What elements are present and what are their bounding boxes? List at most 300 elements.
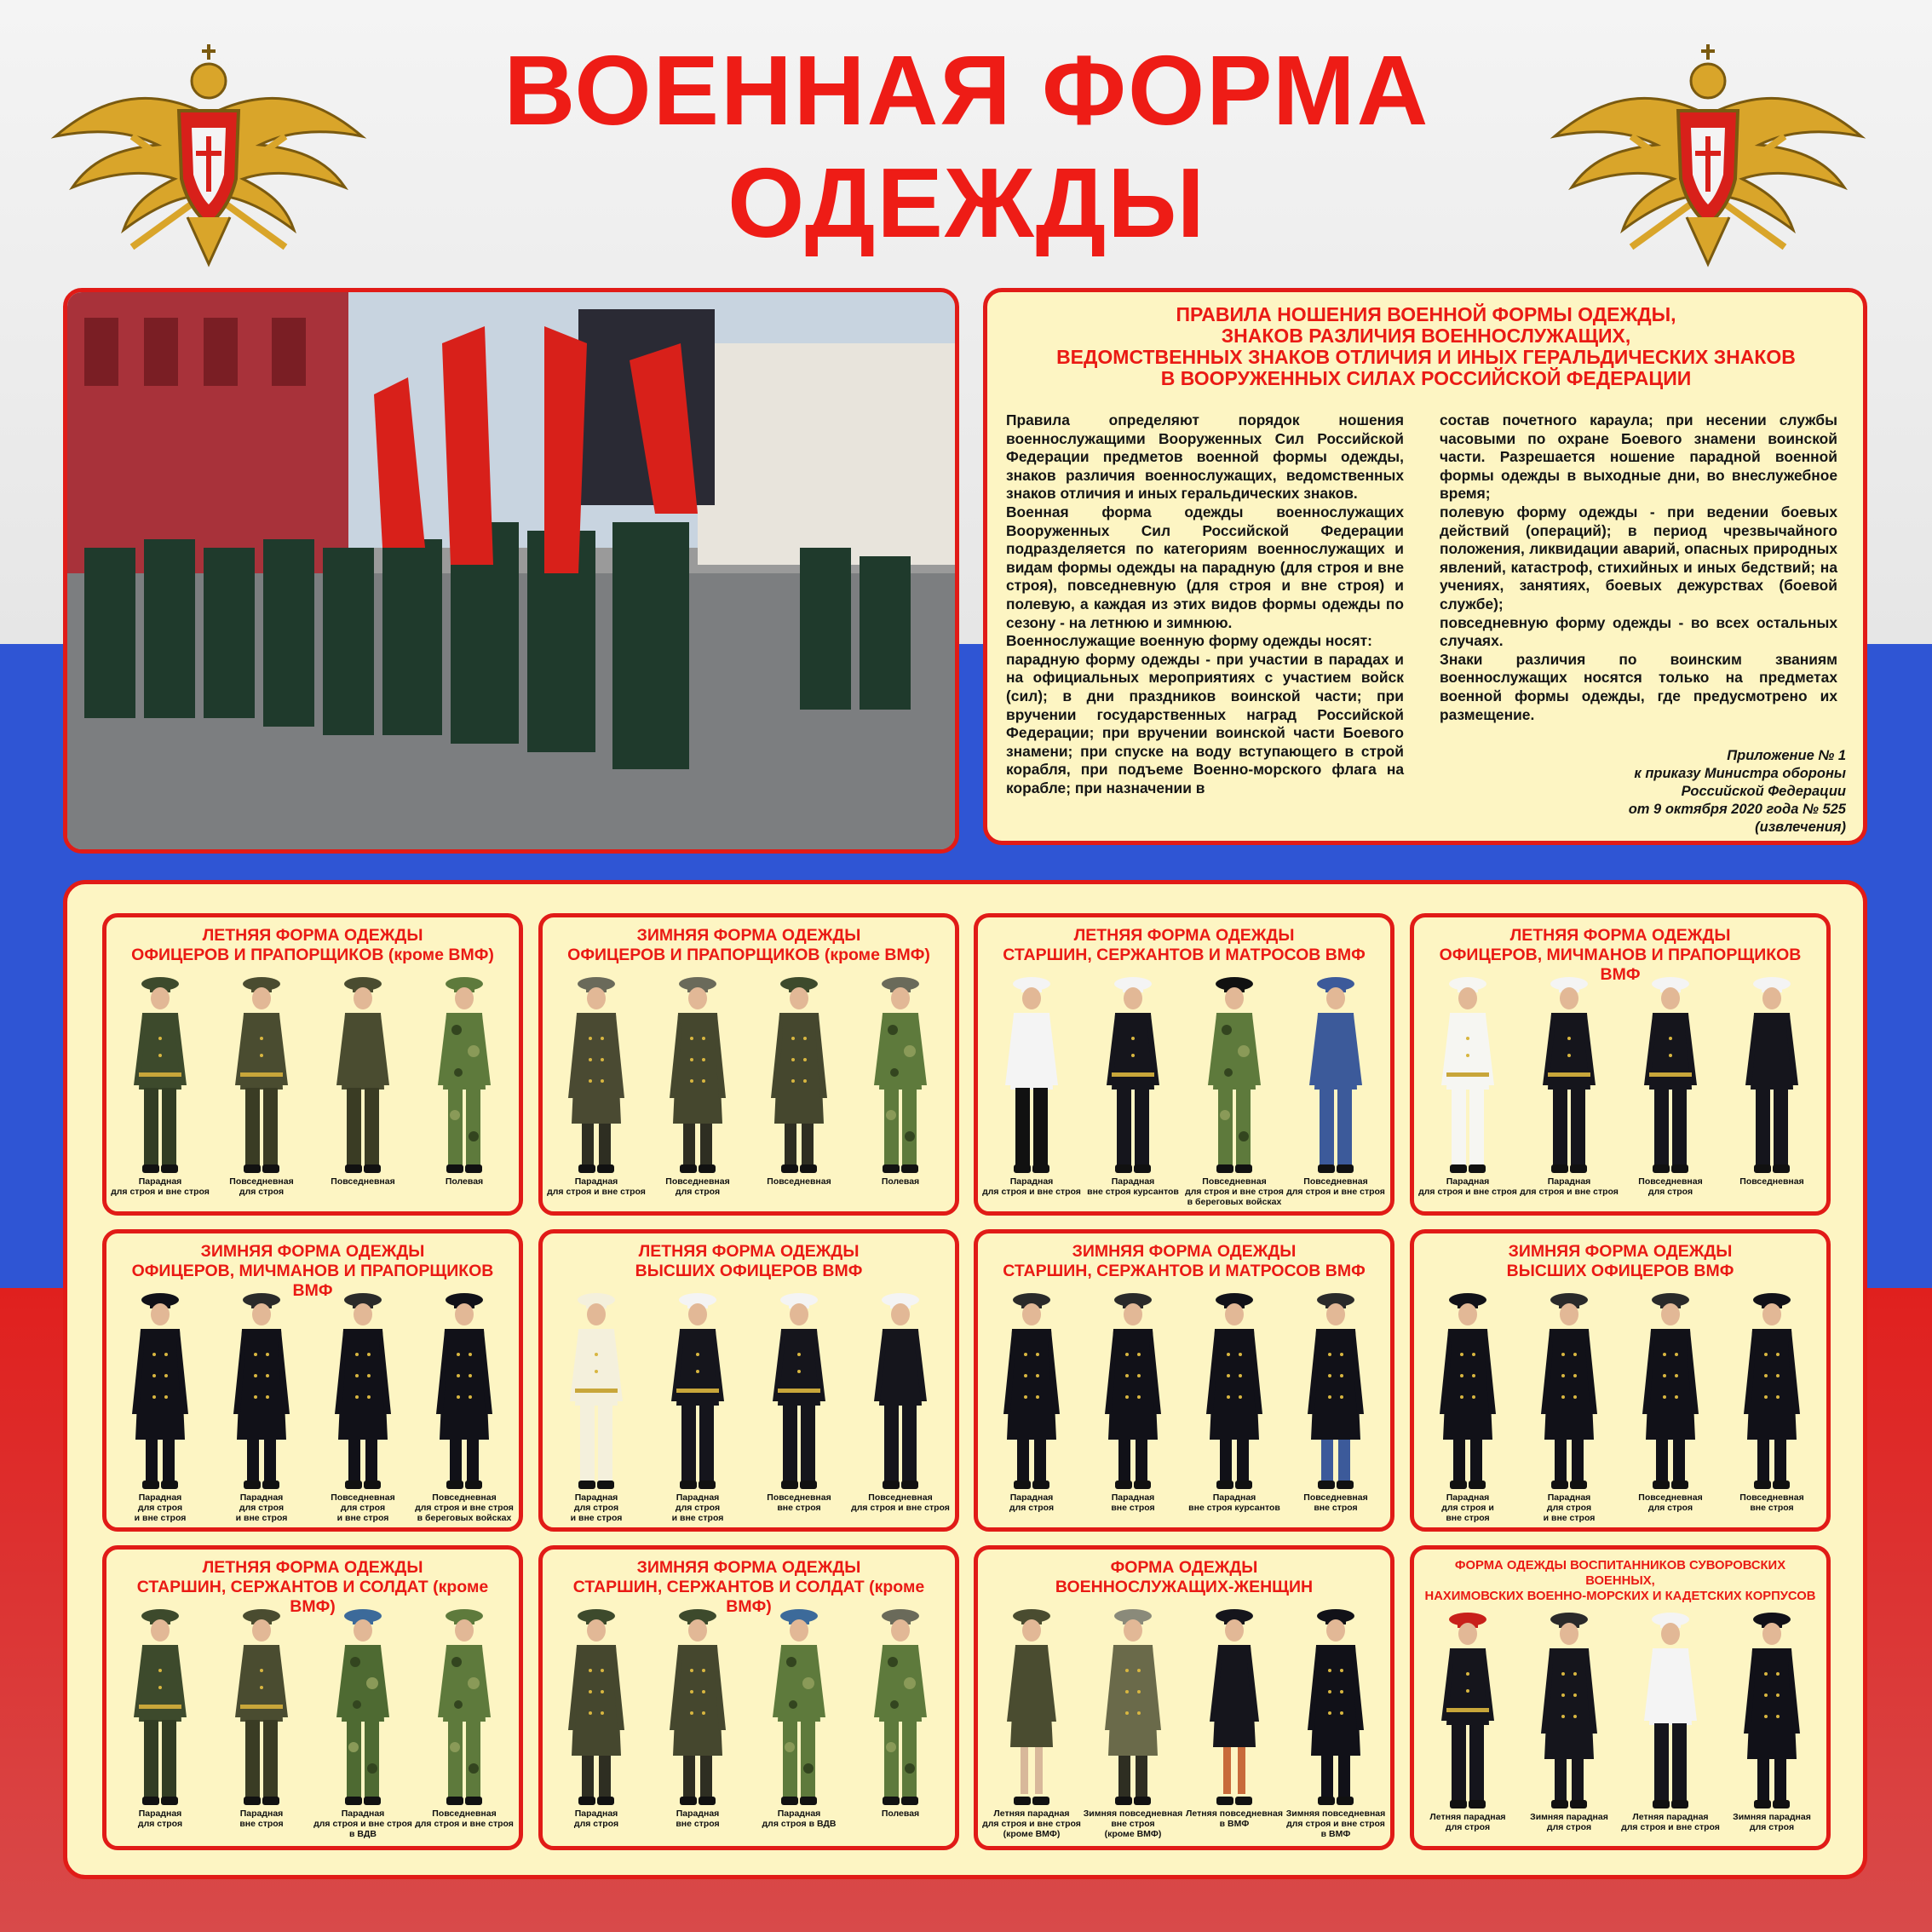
uniform-figure-icon	[414, 1286, 515, 1508]
uniform-caption-line: Повседневная	[767, 1492, 831, 1503]
uniform-figure	[1184, 1602, 1285, 1841]
uniform-caption	[203, 1808, 320, 1829]
uniform-caption-line: вне строя	[1111, 1503, 1155, 1513]
uniform-figure-icon	[1620, 1286, 1721, 1508]
uniform-card-title	[1421, 1242, 1820, 1281]
uniform-caption-line: вне строя	[777, 1503, 821, 1513]
uniform-caption	[304, 1176, 422, 1187]
uniform-figure-icon	[1519, 970, 1619, 1192]
uniform-caption-line: вне строя	[1111, 1819, 1155, 1829]
rules-note-line: к приказу Министра обороны	[1634, 766, 1846, 781]
uniform-figure-icon	[1285, 970, 1386, 1192]
uniform-caption-line: Повседневная	[432, 1492, 497, 1503]
uniform-figure-icon	[1519, 1286, 1619, 1508]
uniform-card	[102, 1545, 523, 1850]
uniform-card	[538, 1545, 959, 1850]
uniform-figure-icon	[1519, 1606, 1619, 1827]
uniform-figure	[414, 1602, 515, 1841]
uniform-figure	[647, 970, 748, 1209]
uniform-figure-icon	[749, 970, 849, 1192]
uniform-figure-icon	[546, 1602, 647, 1824]
uniform-caption-line: Парадная	[239, 1492, 284, 1503]
uniform-figure-icon	[1083, 1602, 1183, 1824]
uniform-caption-line: и вне строя	[235, 1513, 288, 1523]
uniform-figure	[647, 1602, 748, 1841]
uniform-figure	[1417, 1606, 1518, 1844]
uniform-figure-icon	[1417, 1606, 1518, 1827]
uniform-card-title-line: СТАРШИН, СЕРЖАНТОВ И МАТРОСОВ ВМФ	[1003, 1262, 1366, 1280]
page-title	[375, 34, 1559, 259]
uniform-figure	[546, 970, 647, 1209]
rules-paragraph: состав почетного караула; при несении службы часовыми по охране Боевого знамени воинской части. Разрешается ношение парадной военной формы одежды в выходные дни, во внеслужебное время;	[1440, 411, 1837, 503]
uniform-caption-line: Полевая	[445, 1176, 484, 1187]
uniform-figure-icon	[211, 1286, 312, 1508]
uniform-caption-line: для строя и вне строя	[415, 1503, 514, 1513]
uniform-caption	[1176, 1808, 1293, 1829]
uniform-caption-line: для строя	[239, 1503, 285, 1513]
uniform-figure-icon	[647, 970, 748, 1192]
uniform-caption-line: для строя	[137, 1503, 183, 1513]
uniform-figure	[110, 1286, 210, 1525]
uniform-card-title-line: ЛЕТНЯЯ ФОРМА ОДЕЖДЫ	[1073, 926, 1295, 945]
uniform-figure	[850, 1602, 951, 1841]
uniform-figure-icon	[313, 1602, 413, 1824]
uniform-card-title-line: ВОЕННОСЛУЖАЩИХ-ЖЕНЩИН	[1055, 1578, 1314, 1596]
uniform-caption-line: Парадная	[676, 1492, 720, 1503]
uniform-caption	[639, 1176, 756, 1197]
uniform-caption	[1074, 1492, 1192, 1513]
uniform-caption-line: для строя в ВДВ	[762, 1819, 837, 1829]
rules-source-note	[1629, 747, 1846, 837]
uniform-caption	[973, 1808, 1090, 1839]
uniform-caption-line: для строя и вне строя	[313, 1819, 412, 1829]
uniform-caption	[639, 1808, 756, 1829]
rules-paragraph: Знаки различия по воинским званиям военнослужащих носятся только на предметах военной формы одежды, где предусмотрено их размещение.	[1440, 650, 1837, 723]
uniform-caption	[405, 1176, 523, 1187]
rules-paragraph: Военнослужащие военную форму одежды носят:	[1006, 632, 1372, 650]
uniform-card-title-line: СТАРШИН, СЕРЖАНТОВ И СОЛДАТ (кроме ВМФ)	[136, 1578, 489, 1616]
uniform-caption-line: вне строя курсантов	[1188, 1503, 1280, 1513]
uniform-figure-icon	[546, 970, 647, 1192]
uniform-caption-line: Летняя парадная	[1632, 1812, 1709, 1822]
uniform-card	[1410, 1229, 1831, 1532]
uniform-figure	[414, 1286, 515, 1525]
uniform-caption	[1713, 1812, 1831, 1832]
uniform-caption-line: Парадная	[1212, 1492, 1256, 1503]
uniform-figure	[313, 1602, 413, 1841]
uniform-caption-line: Полевая	[881, 1176, 920, 1187]
uniform-caption	[1510, 1176, 1628, 1197]
uniform-caption	[1612, 1492, 1729, 1513]
uniform-figure	[1722, 1286, 1822, 1525]
uniform-figure-icon	[850, 1286, 951, 1508]
uniform-card	[102, 913, 523, 1216]
uniform-figure	[1519, 1286, 1619, 1525]
parade-photo	[63, 288, 959, 854]
uniform-caption-line: Повседневная	[331, 1492, 395, 1503]
uniform-caption-line: Парадная	[1547, 1176, 1591, 1187]
uniform-card-title-line: ОФИЦЕРОВ, МИЧМАНОВ И ПРАПОРЩИКОВ ВМФ	[131, 1262, 494, 1300]
uniform-card	[974, 1229, 1394, 1532]
rules-paragraph: повседневную форму одежды - во всех остальных случаях.	[1440, 613, 1837, 650]
uniform-caption-line: Зимняя парадная	[1733, 1812, 1811, 1822]
uniform-caption	[538, 1808, 655, 1829]
uniform-caption-line: Парадная	[341, 1808, 385, 1819]
uniform-figure	[981, 1602, 1082, 1841]
uniform-card-title	[1421, 1558, 1820, 1604]
uniform-card	[974, 1545, 1394, 1850]
uniform-caption	[1510, 1812, 1628, 1832]
uniform-caption-line: в береговых войсках	[417, 1513, 512, 1523]
uniform-caption-line: Повседневная	[1739, 1492, 1804, 1503]
uniform-figure	[850, 970, 951, 1209]
uniform-caption-line: для строя и вне строя	[1621, 1822, 1720, 1832]
uniform-figure-icon	[110, 1286, 210, 1508]
uniform-caption-line: Повседневная	[665, 1176, 730, 1187]
uniform-caption-line: для строя	[1647, 1187, 1693, 1197]
uniform-card-title	[985, 1558, 1383, 1597]
uniform-caption	[1713, 1492, 1831, 1513]
double-headed-eagle-emblem-icon	[1538, 34, 1878, 281]
uniform-caption	[1612, 1176, 1729, 1197]
uniform-card-title	[985, 926, 1383, 965]
uniform-figure-icon	[1417, 1286, 1518, 1508]
uniform-caption-line: Парадная	[777, 1808, 821, 1819]
rules-block	[983, 288, 1867, 845]
uniform-figure-icon	[749, 1602, 849, 1824]
uniform-card-title-line: ФОРМА ОДЕЖДЫ ВОСПИТАННИКОВ СУВОРОВСКИХ ВОЕННЫХ,	[1454, 1559, 1786, 1588]
uniform-caption-line: для строя и вне строя	[1418, 1187, 1517, 1197]
uniform-caption-line: и вне строя	[1543, 1513, 1596, 1523]
uniform-caption-line: Повседневная	[868, 1492, 933, 1503]
uniform-card	[1410, 1545, 1831, 1850]
uniform-figure	[749, 970, 849, 1209]
uniform-card-title-line: СТАРШИН, СЕРЖАНТОВ И СОЛДАТ (кроме ВМФ)	[572, 1578, 925, 1616]
uniform-figure	[1519, 1606, 1619, 1844]
uniform-card	[1410, 913, 1831, 1216]
uniform-card-title-line: ЗИМНЯЯ ФОРМА ОДЕЖДЫ	[200, 1242, 425, 1261]
uniform-figure-icon	[414, 970, 515, 1192]
uniform-caption-line: для строя	[137, 1819, 183, 1829]
uniform-figure-icon	[313, 970, 413, 1192]
uniform-caption-line: вне строя	[239, 1819, 284, 1829]
uniform-caption-line: Парадная	[1547, 1492, 1591, 1503]
uniform-figure	[1417, 1286, 1518, 1525]
uniform-card-title-line: ВЫСШИХ ОФИЦЕРОВ ВМФ	[635, 1262, 863, 1280]
uniform-caption	[639, 1492, 756, 1523]
uniform-caption-line: Зимняя повседневная	[1285, 1808, 1386, 1819]
uniform-caption	[1277, 1492, 1394, 1513]
uniform-caption-line: Полевая	[881, 1808, 920, 1819]
uniform-figure-icon	[1083, 1286, 1183, 1508]
uniform-figure-icon	[1285, 1602, 1386, 1824]
double-headed-eagle-emblem-icon	[38, 34, 379, 281]
uniform-card-title	[985, 1242, 1383, 1281]
uniform-card-title-line: ЛЕТНЯЯ ФОРМА ОДЕЖДЫ	[1509, 926, 1731, 945]
uniform-caption	[740, 1492, 858, 1513]
uniform-caption	[1277, 1176, 1394, 1197]
uniform-caption-line: Парадная	[1111, 1492, 1155, 1503]
uniform-figure-icon	[414, 1602, 515, 1824]
uniform-figure-icon	[1722, 1606, 1822, 1827]
uniform-figure-icon	[110, 1602, 210, 1824]
uniform-figure	[749, 1602, 849, 1841]
uniform-caption-line: Летняя парадная	[993, 1808, 1070, 1819]
uniform-caption-line: вне строя	[1446, 1513, 1490, 1523]
uniform-caption	[405, 1492, 523, 1523]
uniform-caption-line: Летняя повседневная	[1186, 1808, 1283, 1819]
uniform-caption-line: и вне строя	[336, 1513, 389, 1523]
uniform-caption-line: в ВМФ	[1219, 1819, 1250, 1829]
uniform-caption-line: Парадная	[138, 1492, 182, 1503]
uniform-figure-icon	[1722, 970, 1822, 1192]
uniform-caption-line: для строя и вне строя	[547, 1187, 646, 1197]
uniform-caption-line: Зимняя повседневная	[1083, 1808, 1183, 1819]
uniform-caption-line: для строя	[1749, 1822, 1795, 1832]
uniform-figure	[749, 1286, 849, 1525]
rules-paragraph: Правила определяют порядок ношения военнослужащими Вооруженных Сил Российской Федерации предметов военной формы одежды, знаков различия военнослужащих, ведомственных знаков отличия и иных геральдических знаков.	[1006, 411, 1404, 503]
uniform-caption-line: Парадная	[1111, 1176, 1155, 1187]
rules-title	[1004, 304, 1848, 389]
uniform-figure	[1620, 1606, 1721, 1844]
uniform-figure	[546, 1286, 647, 1525]
uniform-caption	[538, 1492, 655, 1523]
uniform-caption-line: вне строя	[1314, 1503, 1358, 1513]
parade-photo-illustration	[67, 292, 955, 849]
uniform-figure	[110, 1602, 210, 1841]
uniform-caption-line: Повседневная	[1303, 1492, 1368, 1503]
uniform-caption	[842, 1492, 959, 1513]
rules-title-line: ЗНАКОВ РАЗЛИЧИЯ ВОЕННОСЛУЖАЩИХ,	[1221, 325, 1631, 347]
uniform-card-title-line: ЛЕТНЯЯ ФОРМА ОДЕЖДЫ	[638, 1242, 860, 1261]
uniform-figure	[313, 970, 413, 1209]
uniform-figure-icon	[1620, 970, 1721, 1192]
uniform-caption	[101, 1492, 219, 1523]
uniform-card	[102, 1229, 523, 1532]
uniform-caption-line: Парадная	[574, 1492, 618, 1503]
uniform-card-title-line: ЛЕТНЯЯ ФОРМА ОДЕЖДЫ	[202, 1558, 423, 1577]
uniform-caption-line: Зимняя парадная	[1530, 1812, 1608, 1822]
uniform-figure	[1184, 970, 1285, 1209]
uniform-figure	[1083, 970, 1183, 1209]
uniform-figure	[1285, 1286, 1386, 1525]
uniform-card-title-line: СТАРШИН, СЕРЖАНТОВ И МАТРОСОВ ВМФ	[1003, 946, 1366, 964]
uniform-figure-icon	[1722, 1286, 1822, 1508]
uniform-caption	[740, 1808, 858, 1829]
uniform-card	[538, 913, 959, 1216]
uniform-figure-icon	[749, 1286, 849, 1508]
uniform-figure-icon	[981, 1286, 1082, 1508]
uniform-figure	[1184, 1286, 1285, 1525]
uniform-caption	[842, 1808, 959, 1819]
uniform-caption-line: Повседневная	[767, 1176, 831, 1187]
rules-note-line: Приложение № 1	[1727, 748, 1846, 763]
uniform-figure-icon	[1417, 970, 1518, 1192]
uniform-card	[974, 913, 1394, 1216]
uniform-caption	[1612, 1812, 1729, 1832]
uniform-card-title	[113, 926, 512, 965]
uniform-card-title-line: ВЫСШИХ ОФИЦЕРОВ ВМФ	[1506, 1262, 1734, 1280]
uniform-caption-line: Повседневная	[331, 1176, 395, 1187]
uniform-caption	[842, 1176, 959, 1187]
uniform-figure-icon	[1184, 970, 1285, 1192]
uniform-card-title-line: ЗИМНЯЯ ФОРМА ОДЕЖДЫ	[636, 1558, 861, 1577]
uniform-caption-line: для строя	[675, 1187, 721, 1197]
uniform-caption-line: для строя и вне строя	[982, 1819, 1081, 1829]
uniform-caption	[203, 1492, 320, 1523]
uniform-figure	[110, 970, 210, 1209]
uniform-caption-line: Парадная	[1446, 1492, 1490, 1503]
uniform-caption-line: вне строя курсантов	[1087, 1187, 1179, 1197]
uniform-caption-line: и вне строя	[570, 1513, 623, 1523]
uniform-caption	[740, 1176, 858, 1187]
uniform-caption	[973, 1176, 1090, 1197]
uniform-caption	[1409, 1812, 1527, 1832]
uniform-caption-line: для строя и вне строя	[1286, 1187, 1385, 1197]
uniform-caption-line: для строя	[1546, 1503, 1592, 1513]
uniform-figure-icon	[981, 1602, 1082, 1824]
rules-title-line: В ВООРУЖЕННЫХ СИЛАХ РОССИЙСКОЙ ФЕДЕРАЦИИ	[1160, 367, 1692, 389]
uniform-caption	[538, 1176, 655, 1197]
uniform-caption	[304, 1808, 422, 1839]
uniform-caption-line: Повседневная	[229, 1176, 294, 1187]
uniform-caption-line: вне строя	[676, 1819, 720, 1829]
uniform-figure-icon	[850, 970, 951, 1192]
uniform-figure-icon	[211, 970, 312, 1192]
uniform-figure	[981, 970, 1082, 1209]
uniform-figure-icon	[1184, 1602, 1285, 1824]
uniform-caption	[1409, 1492, 1527, 1523]
uniform-caption-line: Парадная	[1009, 1176, 1054, 1187]
uniform-figure-icon	[211, 1602, 312, 1824]
uniform-caption-line: для строя	[1009, 1503, 1055, 1513]
uniform-caption-line: для строя	[573, 1819, 619, 1829]
uniform-figure	[211, 1602, 312, 1841]
uniform-card-title-line: ЗИМНЯЯ ФОРМА ОДЕЖДЫ	[1072, 1242, 1297, 1261]
uniform-caption	[1510, 1492, 1628, 1523]
uniform-card-title-line: ОФИЦЕРОВ И ПРАПОРЩИКОВ (кроме ВМФ)	[567, 946, 930, 964]
uniform-figure	[211, 970, 312, 1209]
uniform-caption-line: Повседневная	[432, 1808, 497, 1819]
page-title-line-1: ВОЕННАЯ ФОРМА	[503, 35, 1430, 146]
uniform-caption-line: вне строя	[1750, 1503, 1794, 1513]
uniform-figure-icon	[1285, 1286, 1386, 1508]
uniform-card-title	[549, 926, 948, 965]
rules-note-line: (извлечения)	[1755, 819, 1846, 835]
uniform-caption	[1409, 1176, 1527, 1197]
uniform-caption	[1176, 1492, 1293, 1513]
uniform-caption	[405, 1808, 523, 1829]
uniform-figure	[1417, 970, 1518, 1209]
uniform-card-title-line: НАХИМОВСКИХ ВОЕННО-МОРСКИХ И КАДЕТСКИХ КОРПУСОВ	[1424, 1590, 1816, 1603]
uniform-figure-icon	[981, 970, 1082, 1192]
rules-title-line: ПРАВИЛА НОШЕНИЯ ВОЕННОЙ ФОРМЫ ОДЕЖДЫ,	[1176, 303, 1676, 325]
uniform-caption	[1074, 1176, 1192, 1197]
uniform-caption-line: для строя	[1445, 1822, 1491, 1832]
rules-paragraph: парадную форму одежды - при участии в парадах и на официальных мероприятиях с участием войск (сил); в дни праздников воинской части; при вручении государственных наград Российской Федерации; при вручении воинской части Боевого знамени; при спуске на воду вступающего в строй корабля, при подъеме Военно-морского флага на корабле; при назначении в	[1006, 650, 1404, 796]
uniform-card-title	[549, 1242, 948, 1281]
uniform-figure	[313, 1286, 413, 1525]
uniform-caption-line: Парадная	[574, 1176, 618, 1187]
uniform-caption-line: Парадная	[1446, 1176, 1490, 1187]
uniform-figure	[647, 1286, 748, 1525]
uniform-figure-icon	[850, 1602, 951, 1824]
uniform-caption-line: и вне строя	[671, 1513, 724, 1523]
uniform-figure-icon	[110, 970, 210, 1192]
uniform-caption-line: для строя	[1647, 1503, 1693, 1513]
uniform-figure-icon	[647, 1286, 748, 1508]
uniform-caption-line: для строя и вне строя	[111, 1187, 210, 1197]
uniform-figure	[1620, 970, 1721, 1209]
uniform-caption-line: для строя	[340, 1503, 386, 1513]
page-title-line-2: ОДЕЖДЫ	[727, 147, 1206, 258]
uniform-figure-icon	[1184, 1286, 1285, 1508]
uniform-figure	[1285, 1602, 1386, 1841]
uniform-caption	[101, 1176, 219, 1197]
uniform-caption	[101, 1808, 219, 1829]
uniform-figure	[1083, 1286, 1183, 1525]
uniform-caption-line: для строя и вне строя	[851, 1503, 950, 1513]
rules-column-right	[1440, 411, 1837, 724]
uniform-figure	[981, 1286, 1082, 1525]
uniform-caption-line: в ВДВ	[349, 1829, 377, 1839]
uniform-caption-line: Повседневная	[1303, 1176, 1368, 1187]
rules-column-left	[1006, 411, 1404, 797]
uniform-figure	[850, 1286, 951, 1525]
uniform-caption-line: (кроме ВМФ)	[1104, 1829, 1162, 1839]
uniform-caption	[1713, 1176, 1831, 1187]
uniform-card-title-line: ФОРМА ОДЕЖДЫ	[1110, 1558, 1258, 1577]
uniform-figure	[1620, 1286, 1721, 1525]
uniform-caption	[203, 1176, 320, 1197]
uniform-figure	[1285, 970, 1386, 1209]
uniform-caption-line: и вне строя	[134, 1513, 187, 1523]
uniform-figure	[414, 970, 515, 1209]
uniform-figure-icon	[1620, 1606, 1721, 1827]
uniform-figure	[1519, 970, 1619, 1209]
uniform-caption-line: для строя и	[1441, 1503, 1494, 1513]
rules-paragraph: полевую форму одежды - при ведении боевых действий (операций); в период чрезвычайного положения, ликвидации аварий, опасных природных явлений, катастроф, стихийных и иных бедствий; на учениях, занятиях, боевых дежурствах (боевой службе);	[1440, 503, 1837, 612]
uniform-figure	[1722, 1606, 1822, 1844]
uniform-caption-line: для строя и вне строя	[982, 1187, 1081, 1197]
uniform-caption	[1074, 1808, 1192, 1839]
rules-title-line: ВЕДОМСТВЕННЫХ ЗНАКОВ ОТЛИЧИЯ И ИНЫХ ГЕРАЛЬДИЧЕСКИХ ЗНАКОВ	[1056, 346, 1796, 368]
uniform-caption-line: для строя	[675, 1503, 721, 1513]
uniform-caption-line: для строя и вне строя	[1286, 1819, 1385, 1829]
uniform-caption-line: Парадная	[138, 1176, 182, 1187]
uniform-caption	[304, 1492, 422, 1523]
uniform-figure-icon	[1083, 970, 1183, 1192]
uniform-caption-line: Парадная	[138, 1808, 182, 1819]
uniform-caption-line: Парадная	[1009, 1492, 1054, 1503]
uniform-caption	[1176, 1176, 1293, 1207]
uniform-figure	[1083, 1602, 1183, 1841]
uniform-caption-line: в береговых войсках	[1187, 1197, 1282, 1207]
uniform-caption-line: (кроме ВМФ)	[1003, 1829, 1061, 1839]
uniform-figure-icon	[546, 1286, 647, 1508]
rules-note-line: от 9 октября 2020 года № 525	[1628, 802, 1846, 817]
uniform-caption	[1277, 1808, 1394, 1839]
uniform-figure	[1722, 970, 1822, 1209]
uniform-figure	[546, 1602, 647, 1841]
uniform-caption-line: Летняя парадная	[1429, 1812, 1506, 1822]
uniform-card	[538, 1229, 959, 1532]
uniform-caption-line: Повседневная	[1202, 1176, 1267, 1187]
uniform-caption-line: Повседневная	[1638, 1492, 1703, 1503]
uniform-caption-line: Повседневная	[1739, 1176, 1804, 1187]
uniform-caption-line: для строя и вне строя	[1185, 1187, 1284, 1197]
uniform-caption-line: для строя	[1546, 1822, 1592, 1832]
